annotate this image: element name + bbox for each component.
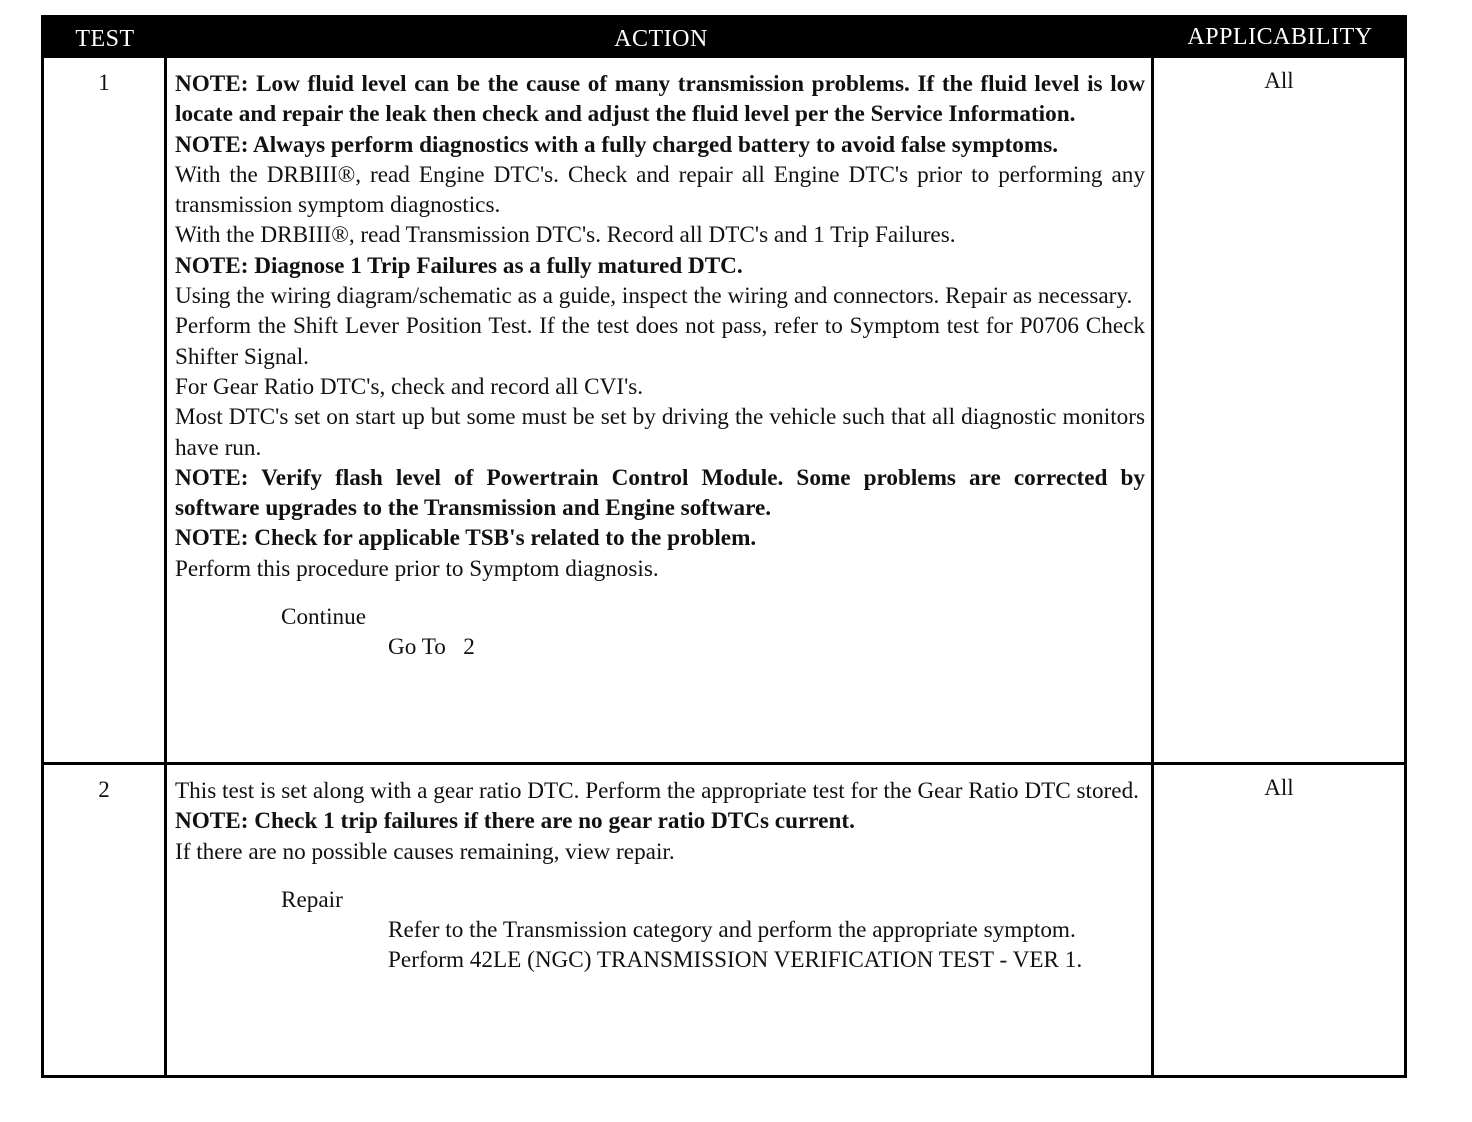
note-text: NOTE: Always perform diagnostics with a fully charged battery to avoid false symptoms. bbox=[175, 131, 1059, 158]
instruction-text: Perform this procedure prior to Symptom diagnosis. bbox=[175, 555, 659, 582]
action-cell bbox=[175, 69, 1145, 663]
goto-link[interactable]: Go To 2 bbox=[388, 634, 475, 661]
repair-text: Refer to the Transmission category and perform the appropriate symptom. bbox=[388, 917, 1076, 944]
instruction-text: Using the wiring diagram/schematic as a guide, inspect the wiring and connectors. Repair as necessary. bbox=[175, 283, 1133, 310]
note-text: NOTE: Check for applicable TSB's related to the problem. bbox=[175, 525, 757, 552]
test-number: 1 bbox=[98, 70, 110, 95]
repair-instructions bbox=[388, 915, 1145, 976]
diagnostic-table bbox=[41, 15, 1407, 1078]
outcome-block bbox=[175, 602, 1145, 663]
outcome-label: Continue bbox=[281, 604, 367, 631]
header-applicability: APPLICABILITY bbox=[1187, 24, 1373, 50]
instruction-text: With the DRBIII®, read Transmission DTC's. Record all DTC's and 1 Trip Failures. bbox=[175, 222, 956, 249]
note-text: NOTE: Low fluid level can be the cause of many transmission problems. If the fluid level is low locate and repair the leak then check and adjust the fluid level per the Service Information. bbox=[175, 71, 1145, 128]
test-number: 2 bbox=[98, 777, 110, 802]
instruction-text: For Gear Ratio DTC's, check and record all CVI's. bbox=[175, 373, 644, 400]
instruction-text: This test is set along with a gear ratio DTC. Perform the appropriate test for the Gear Ratio DTC stored. bbox=[175, 778, 1139, 804]
note-text: NOTE: Diagnose 1 Trip Failures as a fully matured DTC. bbox=[175, 252, 743, 279]
column-divider bbox=[164, 58, 167, 1075]
instruction-text: With the DRBIII®, read Engine DTC's. Check and repair all Engine DTC's prior to performing any transmission symptom diagnostics. bbox=[175, 161, 1145, 219]
outcome-block bbox=[175, 885, 1145, 976]
table-header bbox=[44, 18, 1404, 58]
note-text: NOTE: Verify flash level of Powertrain Control Module. Some problems are corrected by software upgrades to the Transmission and Engine software. bbox=[175, 464, 1145, 522]
column-divider bbox=[1151, 58, 1154, 1075]
instruction-text: Most DTC's set on start up but some must be set by driving the vehicle such that all diagnostic monitors have run. bbox=[175, 404, 1145, 461]
instruction-text: If there are no possible causes remaining, view repair. bbox=[175, 838, 675, 865]
note-text: NOTE: Check 1 trip failures if there are no gear ratio DTCs current. bbox=[175, 808, 855, 835]
action-cell bbox=[175, 776, 1145, 976]
header-action: ACTION bbox=[614, 26, 708, 52]
repair-text: Perform 42LE (NGC) TRANSMISSION VERIFICATION TEST - VER 1. bbox=[388, 947, 1083, 974]
outcome-label: Repair bbox=[281, 886, 343, 913]
instruction-text: Perform the Shift Lever Position Test. If the test does not pass, refer to Symptom test for P0706 Check Shifter Signal. bbox=[175, 313, 1145, 370]
applicability-value: All bbox=[1264, 775, 1294, 800]
row-divider bbox=[44, 762, 1404, 765]
applicability-value: All bbox=[1264, 68, 1294, 93]
header-test: TEST bbox=[75, 26, 135, 52]
